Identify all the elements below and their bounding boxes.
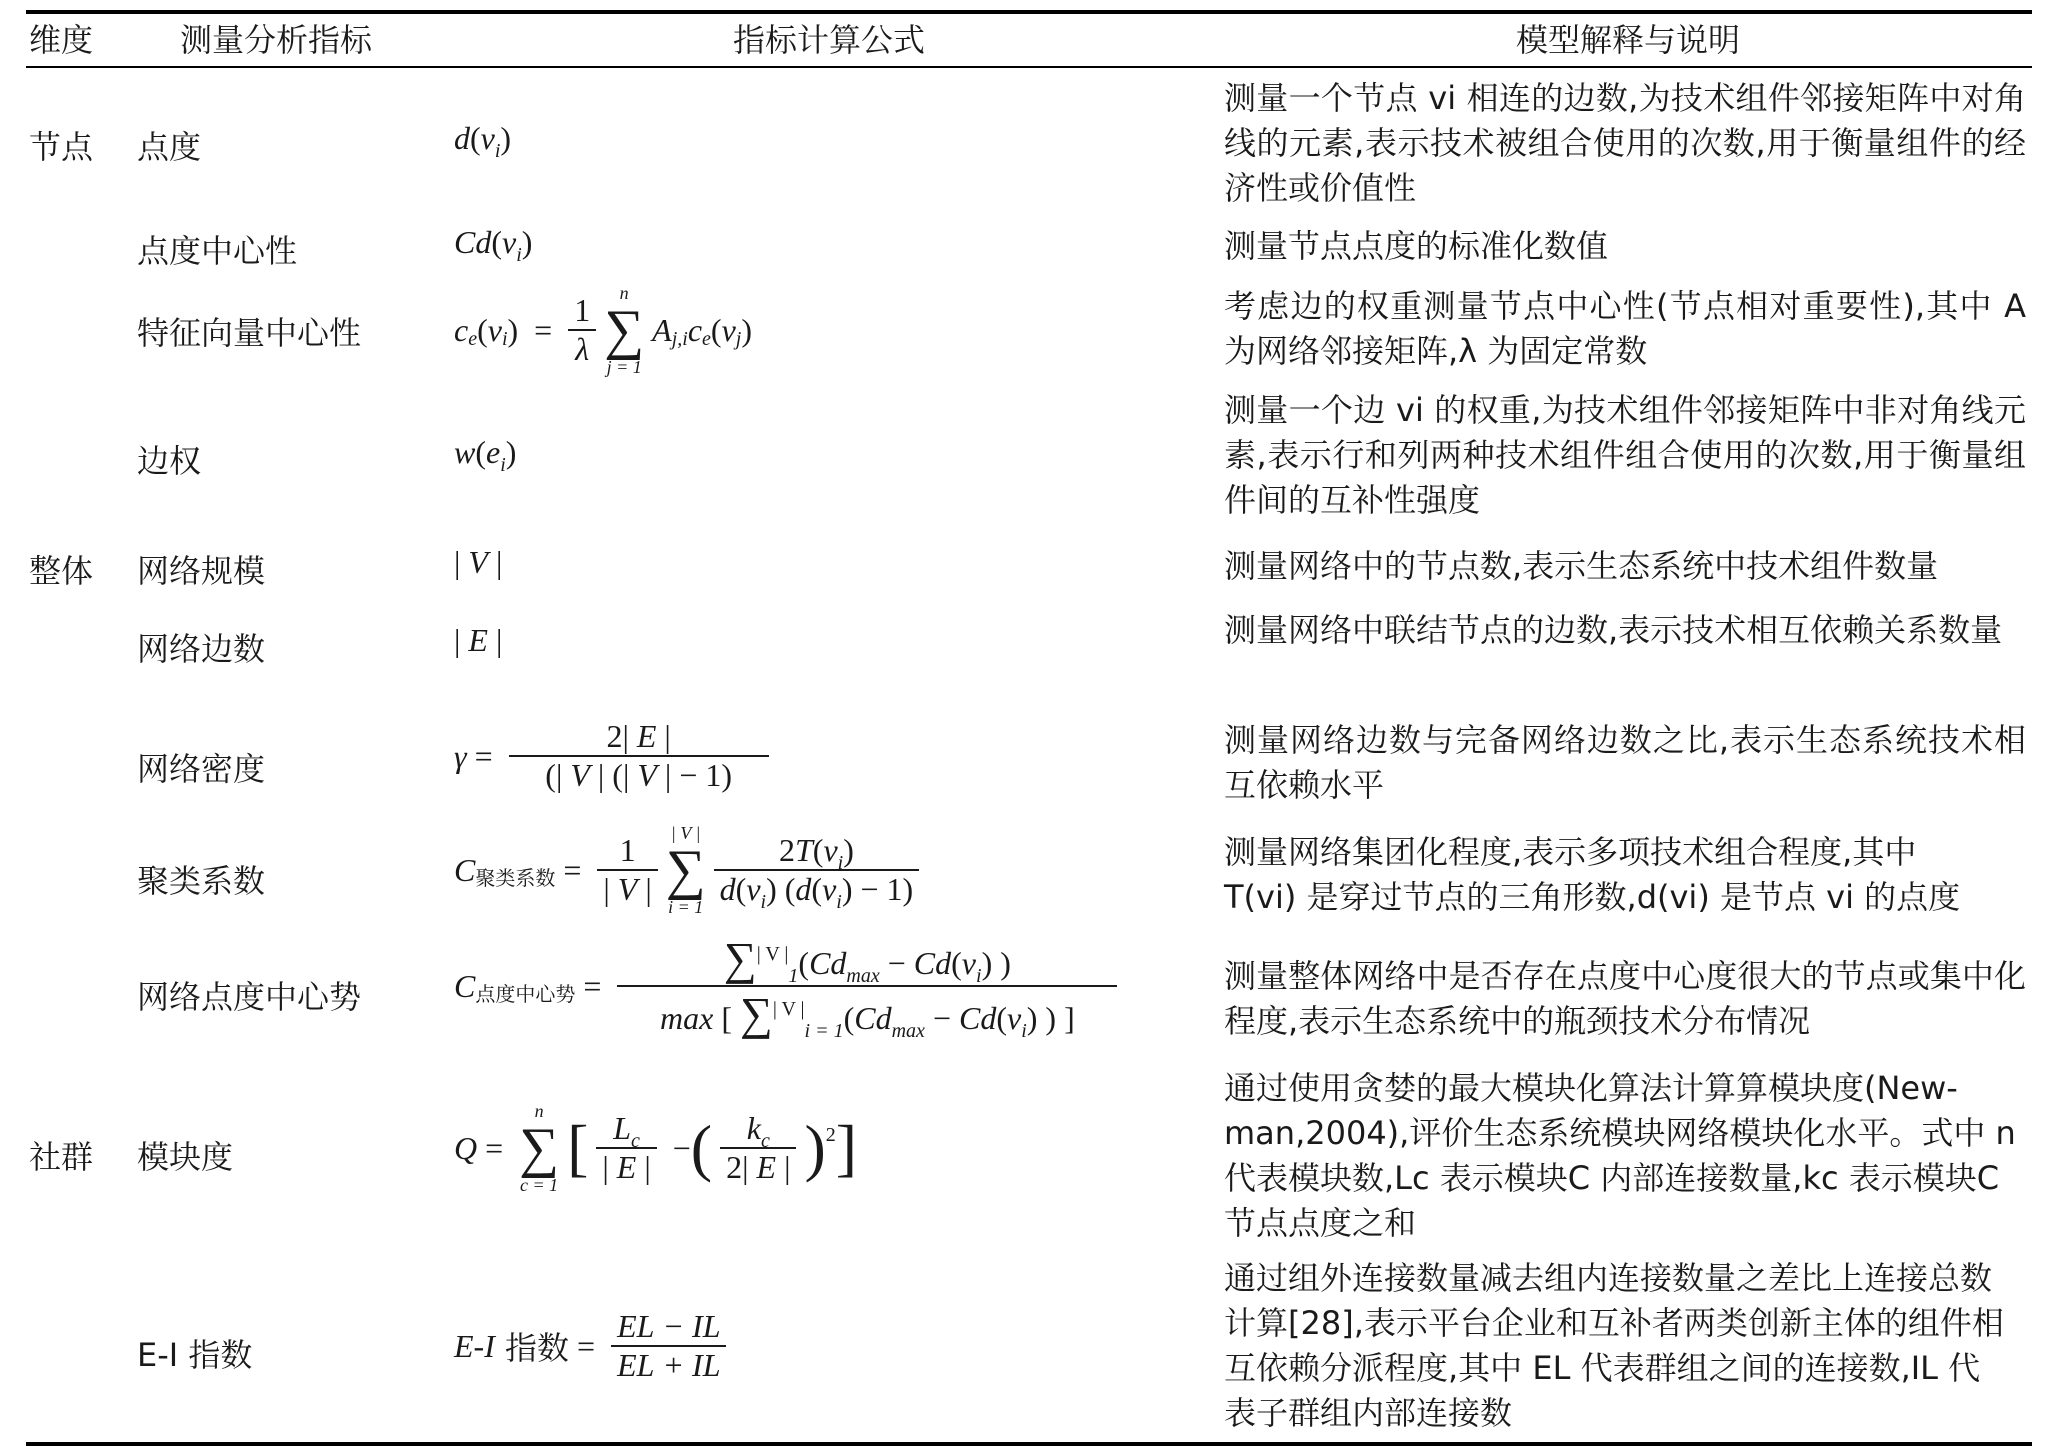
math-subscript: j bbox=[735, 328, 742, 351]
indicator-label: 特征向量中心性 bbox=[137, 314, 362, 352]
math-symbol: c bbox=[687, 311, 703, 348]
table-row bbox=[26, 600, 2032, 708]
formula-cell: $w(e_i)$ bbox=[454, 434, 517, 476]
sum-lower-limit: j = 1 bbox=[606, 357, 642, 377]
fraction-denominator: max [ $\sum^{| V |}_{i = 1}(Cd_{max} - Cd(v_i)$ ) ] bbox=[617, 985, 1117, 1040]
formula-cell: γ = $\frac{2| E |}{(| V | (| V | - 1)}$ bbox=[454, 718, 769, 794]
math-subscript: 聚类系数 bbox=[475, 866, 556, 891]
indicator-label: 点度 bbox=[137, 128, 202, 166]
header-dimension: 维度 bbox=[29, 21, 94, 59]
table-row bbox=[26, 820, 2032, 932]
math-symbol: C bbox=[454, 967, 476, 1004]
summation bbox=[604, 284, 644, 376]
math-subscript: e bbox=[702, 328, 711, 351]
sum-lower-limit: i = 1 bbox=[668, 897, 704, 917]
formula-cell: $C_{点度中心势}$ = $\frac{\sum^{| V |}_1(Cd_{max} - Cd(v_i) )}{\max [ \sum^{| V |}_{i = 1}(Cd_{max} - Cd(v_i) ) ]}$ bbox=[454, 932, 1117, 1040]
math-subscript: 点度中心势 bbox=[475, 982, 576, 1007]
explanation-text: 测量一个边 vi 的权重,为技术组件邻接矩阵中非对角线元素,表示行和列两种技术组件组合使用的次数,用于衡量组件间的互补性强度 bbox=[1224, 391, 2026, 519]
explanation-line: 代表模块数,Lc 表示模块C 内部连接数量,kc 表示模块C bbox=[1224, 1159, 2000, 1197]
explanation-line: man,2004),评价生态系统模块网络模块化水平。式中 n bbox=[1224, 1114, 2016, 1152]
fraction bbox=[597, 832, 657, 908]
formula-cell: | V | bbox=[454, 544, 503, 580]
math-label: 指数 bbox=[505, 1329, 570, 1367]
fraction-denominator: EL + IL bbox=[611, 1345, 726, 1384]
fraction bbox=[596, 1110, 656, 1186]
explanation-line: T(vi) 是穿过节点的三角形数,d(vi) 是节点 vi 的点度 bbox=[1224, 878, 1961, 916]
group-label-community: 社群 bbox=[29, 1138, 94, 1176]
explanation-line: 计算[28],表示平台企业和互补者两类创新主体的组件相 bbox=[1224, 1304, 2004, 1342]
explanation-text bbox=[1224, 1066, 2026, 1246]
sigma-symbol: ∑ bbox=[604, 299, 645, 361]
fraction-numerator: 1 bbox=[574, 292, 591, 328]
explanation-line: 通过使用贪婪的最大模块化算法计算算模块度(New- bbox=[1224, 1069, 1958, 1107]
math-subscript: i bbox=[516, 244, 522, 266]
math-symbol: c bbox=[454, 311, 469, 348]
sum-upper-limit: n bbox=[534, 1101, 544, 1121]
table-row bbox=[26, 66, 2032, 214]
table-row bbox=[26, 932, 2032, 1060]
math-symbol: γ bbox=[454, 737, 467, 774]
formula-cell: $d(v_i)$ bbox=[454, 120, 512, 162]
fraction bbox=[611, 1308, 726, 1384]
fraction-numerator: $L_c$ bbox=[613, 1110, 640, 1152]
explanation-text: 测量网络边数与完备网络边数之比,表示生态系统技术相互依赖水平 bbox=[1224, 721, 2026, 804]
fraction bbox=[509, 718, 769, 794]
fraction-denominator: | V | bbox=[597, 869, 657, 908]
formula-cell: $c_e(v_i)$ = $\frac{1}{\lambda}$ n ∑ j = 1 $A_{j,i}c_e(v_j)$ bbox=[454, 283, 752, 377]
table-row bbox=[26, 1060, 2032, 1250]
explanation-line: 通过组外连接数量减去组内连接数量之差比上连接总数 bbox=[1224, 1259, 1993, 1297]
fraction-denominator: (| V | (| V | − 1) bbox=[509, 755, 769, 794]
math-symbol: w bbox=[454, 434, 476, 470]
explanation-text bbox=[1224, 1256, 2026, 1436]
math-symbol: v bbox=[480, 120, 495, 156]
fraction-denominator: | E | bbox=[596, 1147, 656, 1186]
sum-upper-limit: | V | bbox=[670, 823, 701, 843]
math-symbol: Q bbox=[454, 1129, 478, 1166]
explanation-text: 测量节点点度的标准化数值 bbox=[1224, 227, 1609, 265]
sigma-symbol: ∑ bbox=[665, 839, 706, 901]
formula-cell: $C_{聚类系数}$ = $\frac{1}{| V |}$ | V | ∑ i = 1 $\frac{2T(v_i)}{d(v_i) (d(v_i) - 1)}$ bbox=[454, 824, 919, 916]
table-header bbox=[26, 14, 2032, 68]
sum-upper-limit: n bbox=[619, 283, 629, 303]
formula-cell: | E | bbox=[454, 622, 503, 658]
sigma-symbol: ∑ bbox=[519, 1117, 560, 1179]
indicator-table bbox=[26, 10, 2032, 1446]
table-row bbox=[26, 530, 2032, 600]
explanation-line: 测量网络集团化程度,表示多项技术组合程度,其中 bbox=[1224, 833, 1917, 871]
fraction-denominator: λ bbox=[568, 329, 596, 368]
table-row bbox=[26, 382, 2032, 530]
fraction bbox=[720, 1110, 796, 1186]
formula-cell: E-I 指数 = $\frac{EL - IL}{EL + IL}$ bbox=[454, 1308, 726, 1384]
explanation-text: 测量网络中的节点数,表示生态系统中技术组件数量 bbox=[1224, 547, 1939, 585]
indicator-label: 网络边数 bbox=[137, 630, 266, 668]
math-symbol: v bbox=[721, 311, 736, 348]
fraction-denominator: $d(v_i) (d(v_i) - 1)$ bbox=[714, 869, 920, 908]
explanation-line: 表子群组内部连接数 bbox=[1224, 1394, 1513, 1432]
explanation-text: 考虑边的权重测量节点中心性(节点相对重要性),其中 A 为网络邻接矩阵,λ 为固定常数 bbox=[1224, 287, 2026, 370]
explanation-line: 互依赖分派程度,其中 EL 代表群组之间的连接数,IL 代 bbox=[1224, 1349, 1981, 1387]
math-symbol: C bbox=[454, 851, 476, 888]
indicator-label: 网络规模 bbox=[137, 552, 266, 590]
math-subscript: i bbox=[494, 140, 501, 162]
math-symbol: d bbox=[454, 120, 470, 156]
math-symbol: V bbox=[468, 544, 488, 580]
math-subscript: e bbox=[468, 328, 478, 351]
sum-lower-limit: c = 1 bbox=[520, 1175, 559, 1195]
explanation-line: 节点点度之和 bbox=[1224, 1204, 1417, 1242]
summation bbox=[519, 1102, 559, 1194]
math-symbol: v bbox=[487, 311, 502, 348]
indicator-label: 模块度 bbox=[137, 1138, 234, 1176]
fraction-numerator: $2T(v_i)$ bbox=[778, 832, 854, 874]
math-symbol: A bbox=[652, 311, 672, 348]
summation bbox=[666, 824, 706, 916]
fraction-denominator: 2| E | bbox=[720, 1147, 796, 1186]
table-row bbox=[26, 214, 2032, 278]
group-label-node: 节点 bbox=[29, 128, 94, 166]
math-subscript: i bbox=[500, 454, 506, 476]
header-explanation: 模型解释与说明 bbox=[1516, 21, 1741, 59]
indicator-label: 网络点度中心势 bbox=[137, 978, 362, 1016]
fraction bbox=[568, 292, 596, 368]
fraction bbox=[714, 832, 920, 913]
indicator-label: E-I 指数 bbox=[137, 1336, 253, 1374]
indicator-label: 点度中心性 bbox=[137, 232, 298, 270]
explanation-text: 测量一个节点 vi 相连的边数,为技术组件邻接矩阵中对角线的元素,表示技术被组合使用的次数,用于衡量组件的经济性或价值性 bbox=[1224, 79, 2026, 207]
table-row bbox=[26, 278, 2032, 382]
explanation-text bbox=[1224, 830, 2026, 920]
math-subscript: i bbox=[501, 328, 508, 351]
header-formula: 指标计算公式 bbox=[733, 21, 926, 59]
fraction-numerator: EL − IL bbox=[617, 1308, 721, 1344]
header-indicator: 测量分析指标 bbox=[180, 21, 373, 59]
fraction-numerator: 2| E | bbox=[606, 718, 671, 754]
table-row bbox=[26, 708, 2032, 820]
group-label-whole: 整体 bbox=[29, 552, 94, 590]
explanation-text: 测量整体网络中是否存在点度中心度很大的节点或集中化程度,表示生态系统中的瓶颈技术分布情况 bbox=[1224, 957, 2026, 1040]
indicator-label: 聚类系数 bbox=[137, 862, 266, 900]
fraction bbox=[617, 932, 1117, 1040]
formula-cell: Q = n ∑ c = 1 [ $\frac{L_c}{| E |}$ −( $\frac{k_c}{2| E |}$ )$^2$] bbox=[454, 1101, 858, 1195]
math-symbol: v bbox=[502, 224, 517, 260]
math-symbol: e bbox=[486, 434, 501, 470]
explanation-text: 测量网络中联结节点的边数,表示技术相互依赖关系数量 bbox=[1224, 611, 2003, 649]
fraction-numerator: $\sum^{| V |}_1(Cd_{max} - Cd(v_i)$ ) bbox=[723, 933, 1011, 987]
math-symbol: Cd bbox=[454, 224, 492, 260]
math-exponent: 2 bbox=[825, 1124, 836, 1147]
indicator-label: 边权 bbox=[137, 442, 202, 480]
fraction-numerator: $k_c$ bbox=[746, 1110, 770, 1152]
math-symbol: E bbox=[468, 622, 488, 658]
fraction-numerator: 1 bbox=[619, 832, 636, 868]
formula-cell: $Cd(v_i)$ bbox=[454, 224, 533, 266]
indicator-label: 网络密度 bbox=[137, 750, 266, 788]
table-row bbox=[26, 1250, 2032, 1438]
